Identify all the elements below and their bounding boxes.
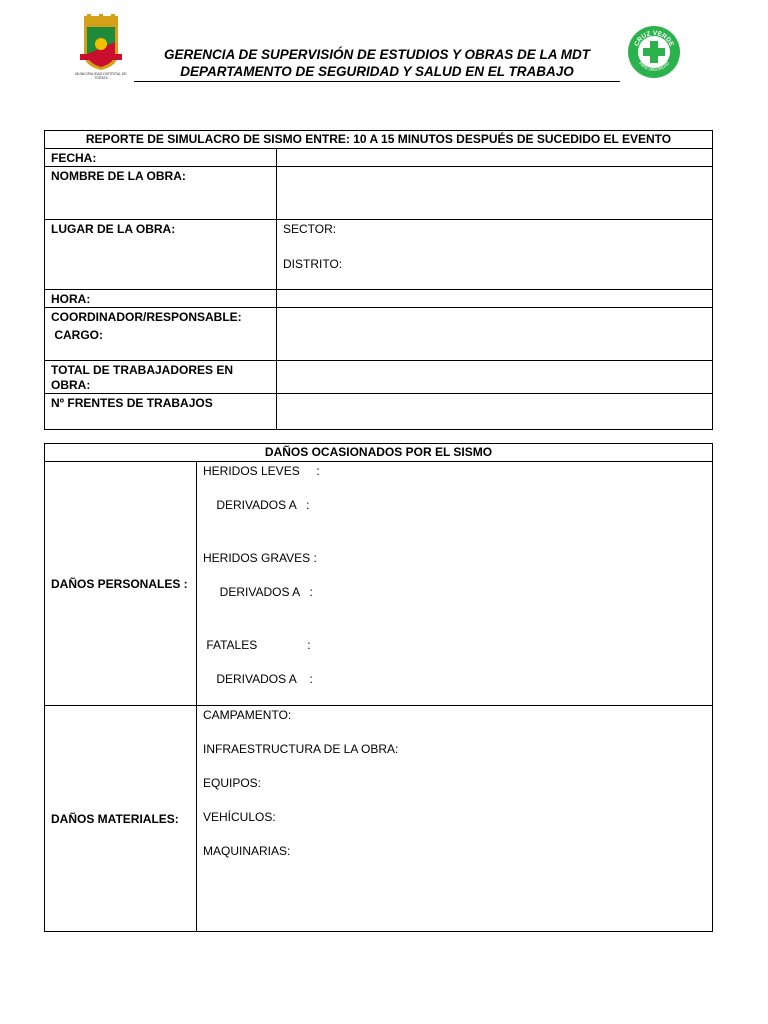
municipal-shield-icon bbox=[78, 14, 124, 72]
heridos-graves-label: HERIDOS GRAVES : bbox=[203, 551, 317, 565]
municipal-logo-caption: MUNICIPALIDAD DISTRITAL DE TORATA bbox=[75, 72, 127, 80]
frentes-value[interactable] bbox=[277, 394, 713, 430]
lugar-obra-value[interactable] bbox=[277, 220, 713, 290]
hora-value[interactable] bbox=[277, 290, 713, 308]
report-info-table bbox=[44, 130, 713, 430]
vehiculos-label: VEHÍCULOS: bbox=[203, 810, 276, 824]
derivados-leves-label: DERIVADOS A : bbox=[203, 498, 310, 512]
frentes-label: Nº FRENTES DE TRABAJOS bbox=[45, 394, 277, 430]
header-line-1: GERENCIA DE SUPERVISIÓN DE ESTUDIOS Y OBRAS DE LA MDT bbox=[163, 47, 591, 62]
derivados-graves-label: DERIVADOS A : bbox=[203, 585, 313, 599]
fecha-value[interactable] bbox=[277, 149, 713, 167]
total-trabajadores-value[interactable] bbox=[277, 361, 713, 394]
lugar-obra-label: LUGAR DE LA OBRA: bbox=[45, 220, 277, 290]
derivados-fatales-label: DERIVADOS A : bbox=[203, 672, 313, 686]
cruz-verde-text: CRUZ VERDE bbox=[633, 29, 675, 48]
nombre-obra-label: NOMBRE DE LA OBRA: bbox=[45, 167, 277, 220]
danos-personales-cell[interactable] bbox=[197, 462, 713, 706]
cargo-label: CARGO: bbox=[51, 328, 103, 342]
hora-label: HORA: bbox=[45, 290, 277, 308]
nombre-obra-value[interactable] bbox=[277, 167, 713, 220]
coordinador-cell bbox=[45, 308, 277, 361]
document-header bbox=[134, 46, 620, 80]
fatales-label: FATALES : bbox=[203, 638, 311, 652]
danos-table bbox=[44, 443, 713, 932]
danos-materiales-label: DAÑOS MATERIALES: bbox=[45, 706, 197, 932]
maquinarias-label: MAQUINARIAS: bbox=[203, 844, 291, 858]
header-rule bbox=[134, 81, 620, 82]
heridos-leves-label: HERIDOS LEVES : bbox=[203, 464, 320, 478]
green-cross-icon bbox=[627, 25, 681, 79]
cruz-verde-logo bbox=[627, 25, 681, 79]
equipos-label: EQUIPOS: bbox=[203, 776, 262, 790]
sector-label: SECTOR: bbox=[283, 222, 337, 236]
danos-personales-label: DAÑOS PERSONALES : bbox=[45, 462, 197, 706]
infraestructura-label: INFRAESTRUCTURA DE LA OBRA: bbox=[203, 742, 399, 756]
distrito-label: DISTRITO: bbox=[283, 257, 343, 271]
total-trabajadores-label: TOTAL DE TRABAJADORES EN OBRA: bbox=[45, 361, 277, 394]
coordinador-label: COORDINADOR/RESPONSABLE: bbox=[51, 310, 242, 324]
danos-materiales-cell[interactable] bbox=[197, 706, 713, 932]
report-title: REPORTE DE SIMULACRO DE SISMO ENTRE: 10 A 15 MINUTOS DESPUÉS DE SUCEDIDO EL EVENTO bbox=[45, 131, 713, 149]
header-line-2: DEPARTAMENTO DE SEGURIDAD Y SALUD EN EL TRABAJO bbox=[180, 64, 574, 79]
coordinador-value[interactable] bbox=[277, 308, 713, 361]
fecha-label: FECHA: bbox=[45, 149, 277, 167]
municipal-logo bbox=[75, 14, 127, 84]
cruz-verde-subtext: PARA SEGURIDAD bbox=[637, 60, 671, 73]
campamento-label: CAMPAMENTO: bbox=[203, 708, 292, 722]
danos-title: DAÑOS OCASIONADOS POR EL SISMO bbox=[45, 444, 713, 462]
